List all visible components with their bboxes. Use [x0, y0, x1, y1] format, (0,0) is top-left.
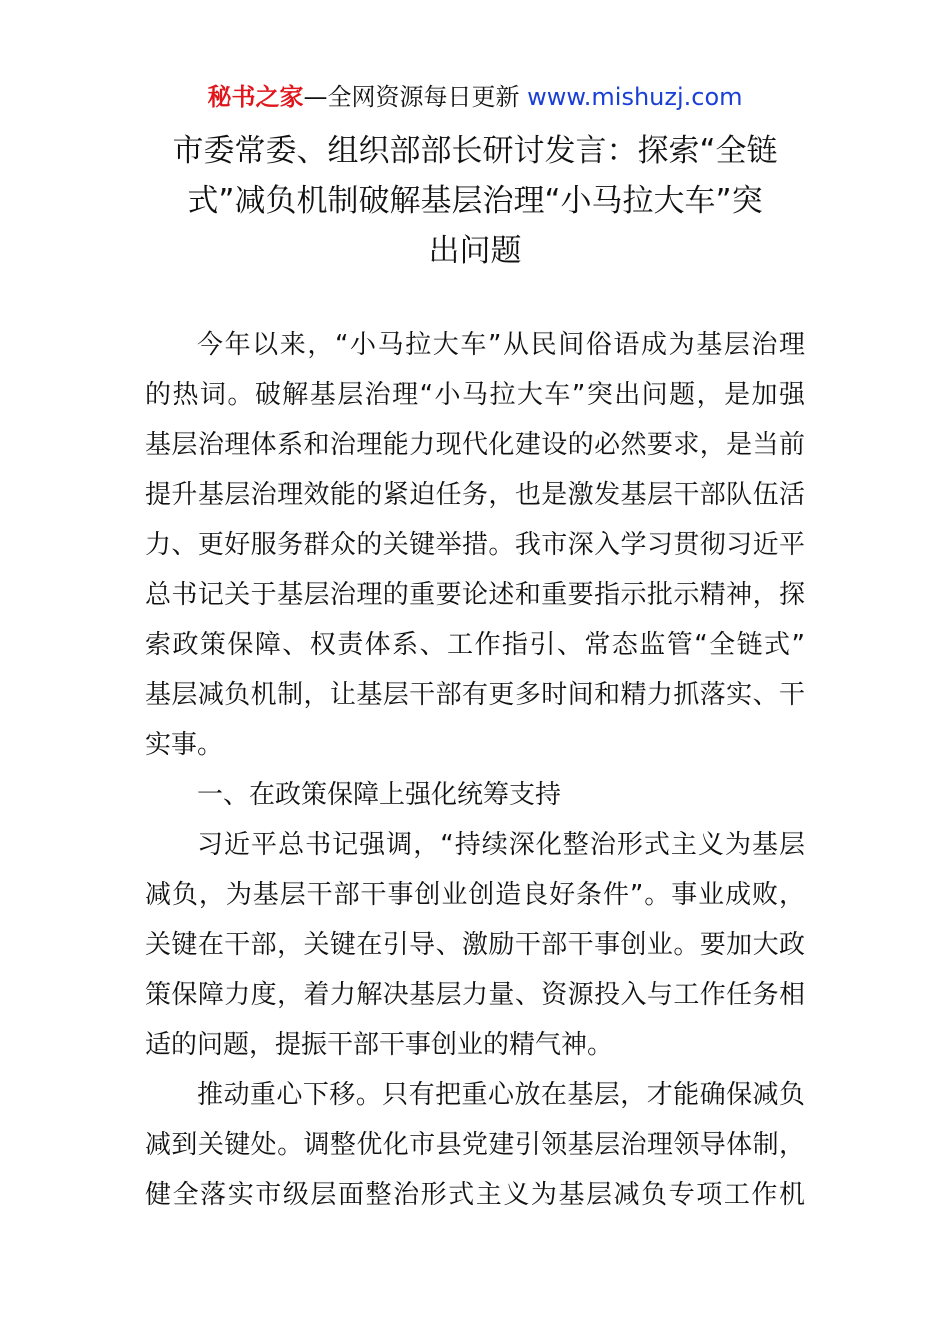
body-line: 关键在干部，关键在引导、激励干部干事创业。要加大政 — [145, 930, 805, 960]
body-line: 习近平总书记强调，“持续深化整治形式主义为基层 — [197, 830, 805, 860]
body-line: 提升基层治理效能的紧迫任务，也是激发基层干部队伍活 — [145, 480, 805, 510]
site-header — [0, 80, 950, 114]
body-line: 减到关键处。调整优化市县党建引领基层治理领导体制， — [145, 1130, 805, 1160]
site-url-link[interactable]: www.mishuzj.com — [527, 83, 743, 111]
document-body — [145, 320, 805, 1220]
body-line: 健全落实市级层面整治形式主义为基层减负专项工作机 — [145, 1180, 805, 1210]
title-line: 市委常委、组织部部长研讨发言：探索“全链 — [172, 133, 778, 169]
body-line: 策保障力度，着力解决基层力量、资源投入与工作任务相 — [145, 980, 805, 1010]
section-heading: 一、在政策保障上强化统筹支持 — [197, 780, 562, 810]
body-line: 适的问题，提振干部干事创业的精气神。 — [145, 1030, 614, 1060]
body-line: 减负，为基层干部干事创业创造良好条件”。事业成败， — [145, 880, 805, 910]
body-line: 实事。 — [145, 730, 224, 760]
body-line: 推动重心下移。只有把重心放在基层，才能确保减负 — [197, 1080, 805, 1110]
body-line: 索政策保障、权责体系、工作指引、常态监管“全链式” — [145, 630, 805, 660]
document-title — [145, 126, 805, 276]
body-line: 今年以来，“小马拉大车”从民间俗语成为基层治理 — [197, 330, 805, 360]
title-line: 式”减负机制破解基层治理“小马拉大车”突 — [187, 183, 763, 219]
brand-name: 秘书之家 — [207, 83, 304, 111]
body-line: 总书记关于基层治理的重要论述和重要指示批示精神，探 — [145, 580, 805, 610]
body-line: 基层减负机制，让基层干部有更多时间和精力抓落实、干 — [145, 680, 805, 710]
title-line: 出问题 — [428, 233, 522, 269]
body-line: 基层治理体系和治理能力现代化建设的必然要求，是当前 — [145, 430, 805, 460]
body-line: 的热词。破解基层治理“小马拉大车”突出问题，是加强 — [145, 380, 805, 410]
header-tagline: —全网资源每日更新 — [303, 83, 520, 111]
body-line: 力、更好服务群众的关键举措。我市深入学习贯彻习近平 — [145, 530, 805, 560]
